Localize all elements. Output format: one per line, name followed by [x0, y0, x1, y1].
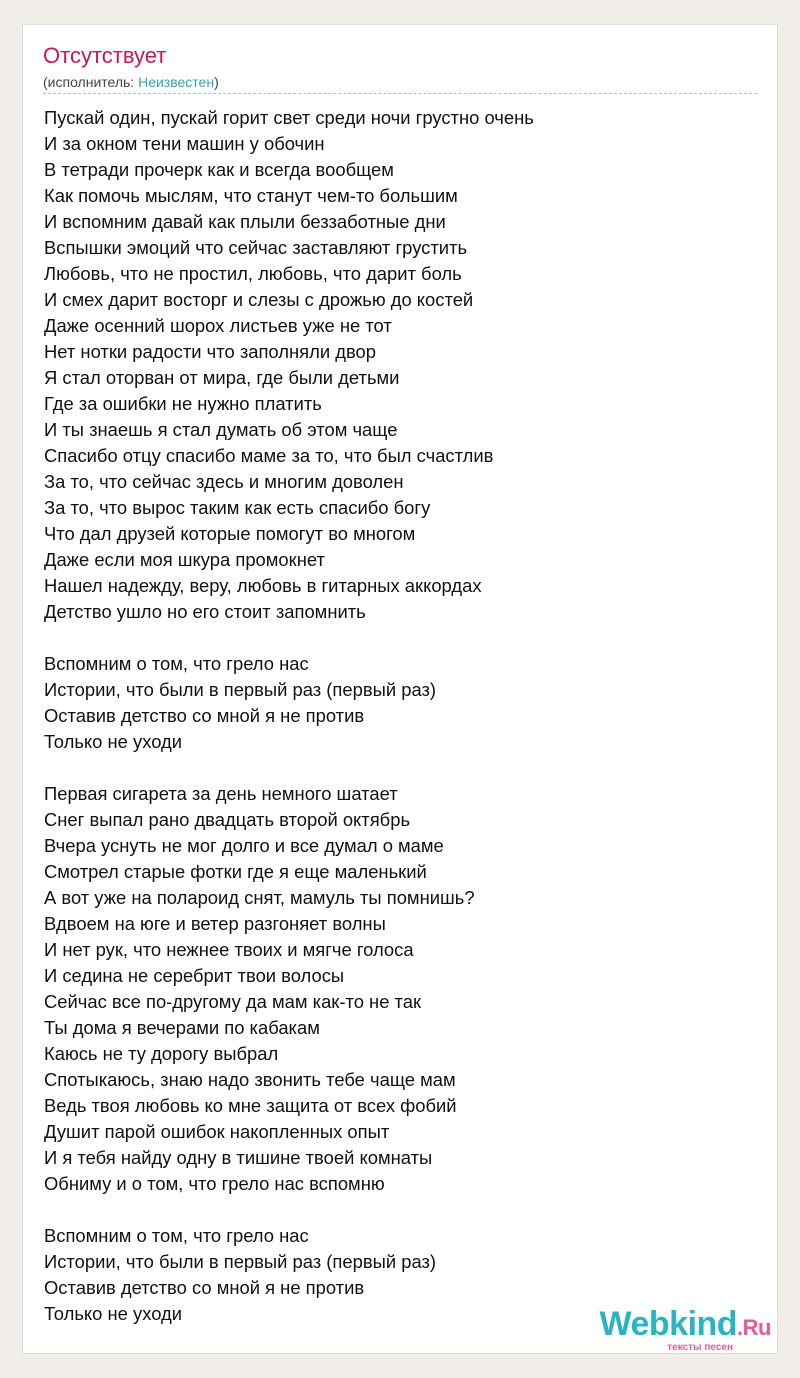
lyrics-line: Вспышки эмоций что сейчас заставляют грустить	[44, 237, 468, 258]
lyrics-line: Истории, что были в первый раз (первый раз)	[44, 1251, 437, 1272]
site-logo[interactable]	[600, 1305, 772, 1355]
lyrics-line: Детство ушло но его стоит запомнить	[44, 601, 366, 622]
lyrics-line: В тетради прочерк как и всегда вообщем	[44, 159, 394, 180]
lyrics-line: Ты дома я вечерами по кабакам	[44, 1017, 320, 1038]
lyrics-line: Вчера уснуть не мог долго и все думал о маме	[44, 835, 444, 856]
lyrics-line: Только не уходи	[44, 731, 183, 752]
lyrics-line: Душит парой ошибок накопленных опыт	[44, 1121, 390, 1142]
lyrics-line: Сейчас все по-другому да мам как-то не так	[44, 991, 422, 1012]
lyrics-line: И вспомним давай как плыли беззаботные дни	[44, 211, 446, 232]
lyrics-line: И я тебя найду одну в тишине твоей комнаты	[44, 1147, 433, 1168]
lyrics-line: За то, что сейчас здесь и многим доволен	[44, 471, 404, 492]
lyrics-line: Даже осенний шорох листьев уже не тот	[44, 315, 392, 336]
lyrics-line: Смотрел старые фотки где я еще маленький	[44, 861, 427, 882]
lyrics-line: Ведь твоя любовь ко мне защита от всех фобий	[44, 1095, 457, 1116]
lyrics-line: И ты знаешь я стал думать об этом чаще	[44, 419, 398, 440]
lyrics-card	[22, 24, 778, 1354]
lyrics-line: И смех дарит восторг и слезы с дрожью до костей	[44, 289, 474, 310]
lyrics-line: Первая сигарета за день немного шатает	[44, 783, 398, 804]
logo-suffix: .Ru	[737, 1315, 771, 1340]
lyrics-line: Вспомним о том, что грело нас	[44, 1225, 309, 1246]
lyrics-line: Я стал оторван от мира, где были детьми	[44, 367, 400, 388]
lyrics-line: Даже если моя шкура промокнет	[44, 549, 325, 570]
artist-link[interactable]: Неизвестен	[138, 74, 215, 90]
lyrics-line: Пускай один, пускай горит свет среди ночи грустно очень	[44, 107, 534, 128]
lyrics-blank-line	[44, 755, 757, 781]
logo-tagline: тексты песен	[667, 1342, 733, 1353]
lyrics-blank-line	[44, 625, 757, 651]
lyrics-line: Спотыкаюсь, знаю надо звонить тебе чаще мам	[44, 1069, 456, 1090]
song-title: Отсутствует	[43, 43, 167, 68]
lyrics-line: И седина не серебрит твои волосы	[44, 965, 345, 986]
artist-suffix: )	[214, 74, 219, 90]
lyrics-line: Вдвоем на юге и ветер разгоняет волны	[44, 913, 386, 934]
logo-main-text: Webkind	[599, 1305, 738, 1343]
lyrics-line: Любовь, что не простил, любовь, что дарит боль	[44, 263, 462, 284]
lyrics-line: За то, что вырос таким как есть спасибо богу	[44, 497, 431, 518]
lyrics-line: А вот уже на полароид снят, мамуль ты помнишь?	[44, 887, 475, 908]
lyrics-blank-line	[44, 1197, 757, 1223]
lyrics-line: Вспомним о том, что грело нас	[44, 653, 309, 674]
lyrics-text	[44, 105, 757, 1327]
lyrics-line: Каюсь не ту дорогу выбрал	[44, 1043, 279, 1064]
lyrics-line: Оставив детство со мной я не против	[44, 1277, 365, 1298]
artist-prefix: (исполнитель:	[43, 74, 139, 90]
title-divider	[43, 93, 757, 94]
lyrics-line: Истории, что были в первый раз (первый раз)	[44, 679, 437, 700]
lyrics-line: Нашел надежду, веру, любовь в гитарных аккордах	[44, 575, 482, 596]
lyrics-line: Спасибо отцу спасибо маме за то, что был счастлив	[44, 445, 494, 466]
lyrics-line: Как помочь мыслям, что станут чем-то большим	[44, 185, 458, 206]
lyrics-line: Обниму и о том, что грело нас вспомню	[44, 1173, 385, 1194]
lyrics-line: И нет рук, что нежнее твоих и мягче голоса	[44, 939, 414, 960]
lyrics-line: Где за ошибки не нужно платить	[44, 393, 322, 414]
lyrics-line: И за окном тени машин у обочин	[44, 133, 325, 154]
artist-line	[43, 73, 219, 91]
lyrics-line: Снег выпал рано двадцать второй октябрь	[44, 809, 411, 830]
lyrics-line: Что дал друзей которые помогут во многом	[44, 523, 416, 544]
lyrics-line: Только не уходи	[44, 1303, 183, 1324]
lyrics-line: Оставив детство со мной я не против	[44, 705, 365, 726]
lyrics-line: Нет нотки радости что заполняли двор	[44, 341, 376, 362]
